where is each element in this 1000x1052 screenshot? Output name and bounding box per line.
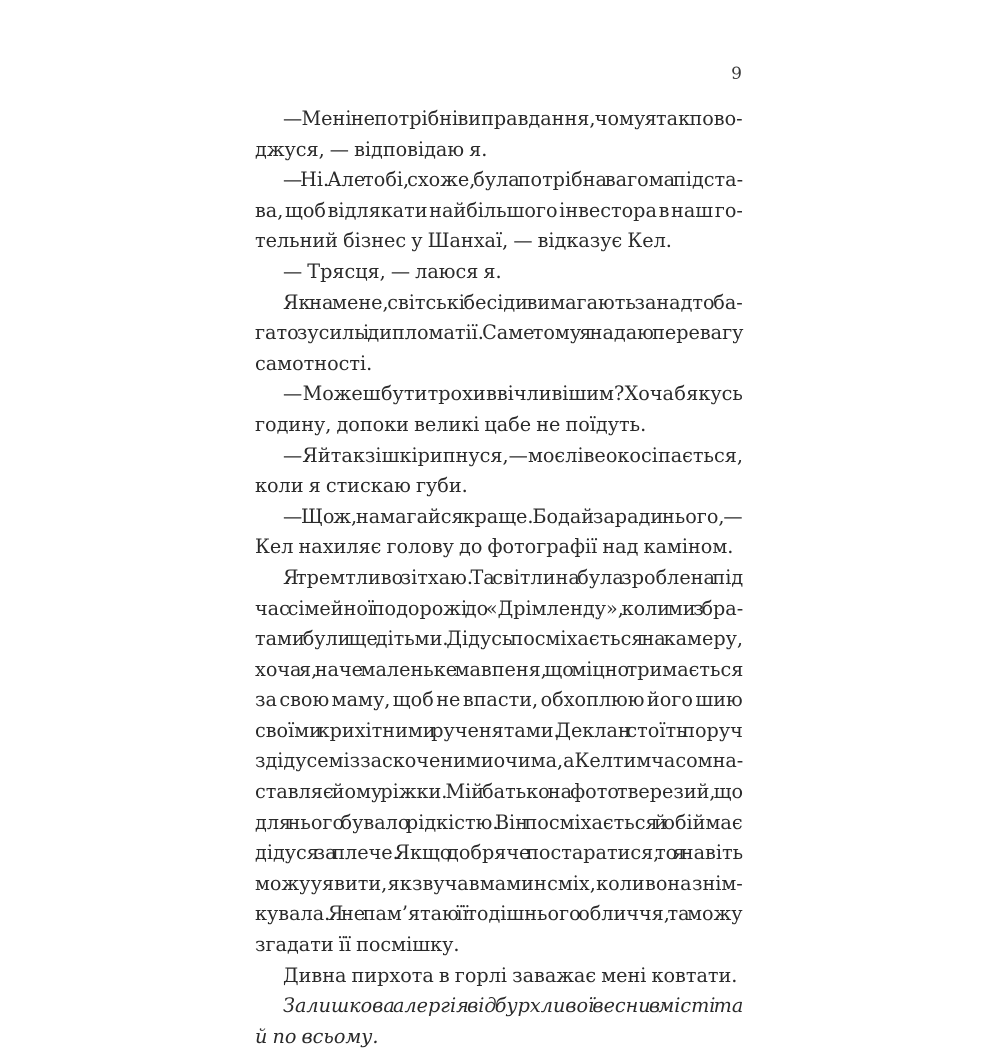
text-line: дідуся за плече. Якщо добряче постаратися, то я навіть (255, 841, 744, 865)
text-line: Як на мене, світські бесіди вимагають занадто ба- (283, 290, 743, 314)
text-line: Залишкова алергія від бурхливої весни в місті та (283, 994, 744, 1018)
text-line: за свою маму, щоб не впасти, обхоплюю його шию (255, 688, 743, 712)
text-line: й по всьому. (255, 1024, 379, 1048)
text-line: джуся, — відповідаю я. (255, 137, 488, 161)
text-line: хоча я, наче маленьке мавпеня, що міцно тримається (255, 657, 744, 681)
text-line: гато зусиль і дипломатії. Саме тому я надаю перевагу (255, 321, 744, 345)
text-line: — Я й так зі шкіри пнуся, — моє ліве око сіпається, (283, 443, 743, 467)
text-line: годину, допоки великі цабе не поїдуть. (255, 412, 647, 436)
text-line: з дідусем із заскоченими очима, а Кел тим часом на- (255, 749, 744, 773)
text-line: — Мені не потрібні виправдання, чому я так пово- (283, 107, 743, 130)
text-line: ставляє йому ріжки. Мій батько на фото тверезий, що (255, 780, 744, 804)
text-line: згадати її посмішку. (255, 933, 460, 957)
text-line: — Ні. Але тобі, схоже, була потрібна вагома підста- (283, 168, 744, 192)
text-line: Дивна пирхота в горлі заважає мені ковтати. (283, 963, 738, 987)
text-line: — Трясця, — лаюся я. (283, 259, 502, 283)
text-line: самотності. (255, 351, 373, 375)
text-line: кувала. Я не пам’ятаю її тодішнього обличчя, та можу (255, 902, 743, 926)
body-text (255, 104, 743, 1052)
text-line: час сімейної подорожі до «Дрімленду», коли ми з бра- (255, 596, 744, 620)
text-line: своїми крихітними рученятами. Деклан стоїть поруч (255, 718, 743, 742)
text-line: ва, щоб відлякати найбільшого інвестора в наш го- (255, 198, 743, 222)
text-line: для нього бувало рідкістю. Він посміхається й обіймає (255, 810, 743, 834)
text-line: Я тремтливо зітхаю. Та світлина була зроблена під (283, 565, 744, 589)
text-line: тельний бізнес у Шанхаї, — відказує Кел. (255, 229, 672, 253)
text-line: тами були ще дітьми. Дідусь посміхається на камеру, (255, 627, 744, 651)
text-line: коли я стискаю губи. (255, 474, 468, 498)
text-line: — Що ж, намагайся краще. Бодай заради нього, — (283, 504, 743, 528)
text-line: можу уявити, як звучав мамин сміх, коли вона знім- (255, 871, 743, 895)
text-line: Кел нахиляє голову до фотографії над каміном. (255, 535, 734, 559)
text-line: — Можеш бути трохи ввічливішим? Хоча б якусь (283, 382, 743, 406)
page-number: 9 (731, 64, 742, 84)
